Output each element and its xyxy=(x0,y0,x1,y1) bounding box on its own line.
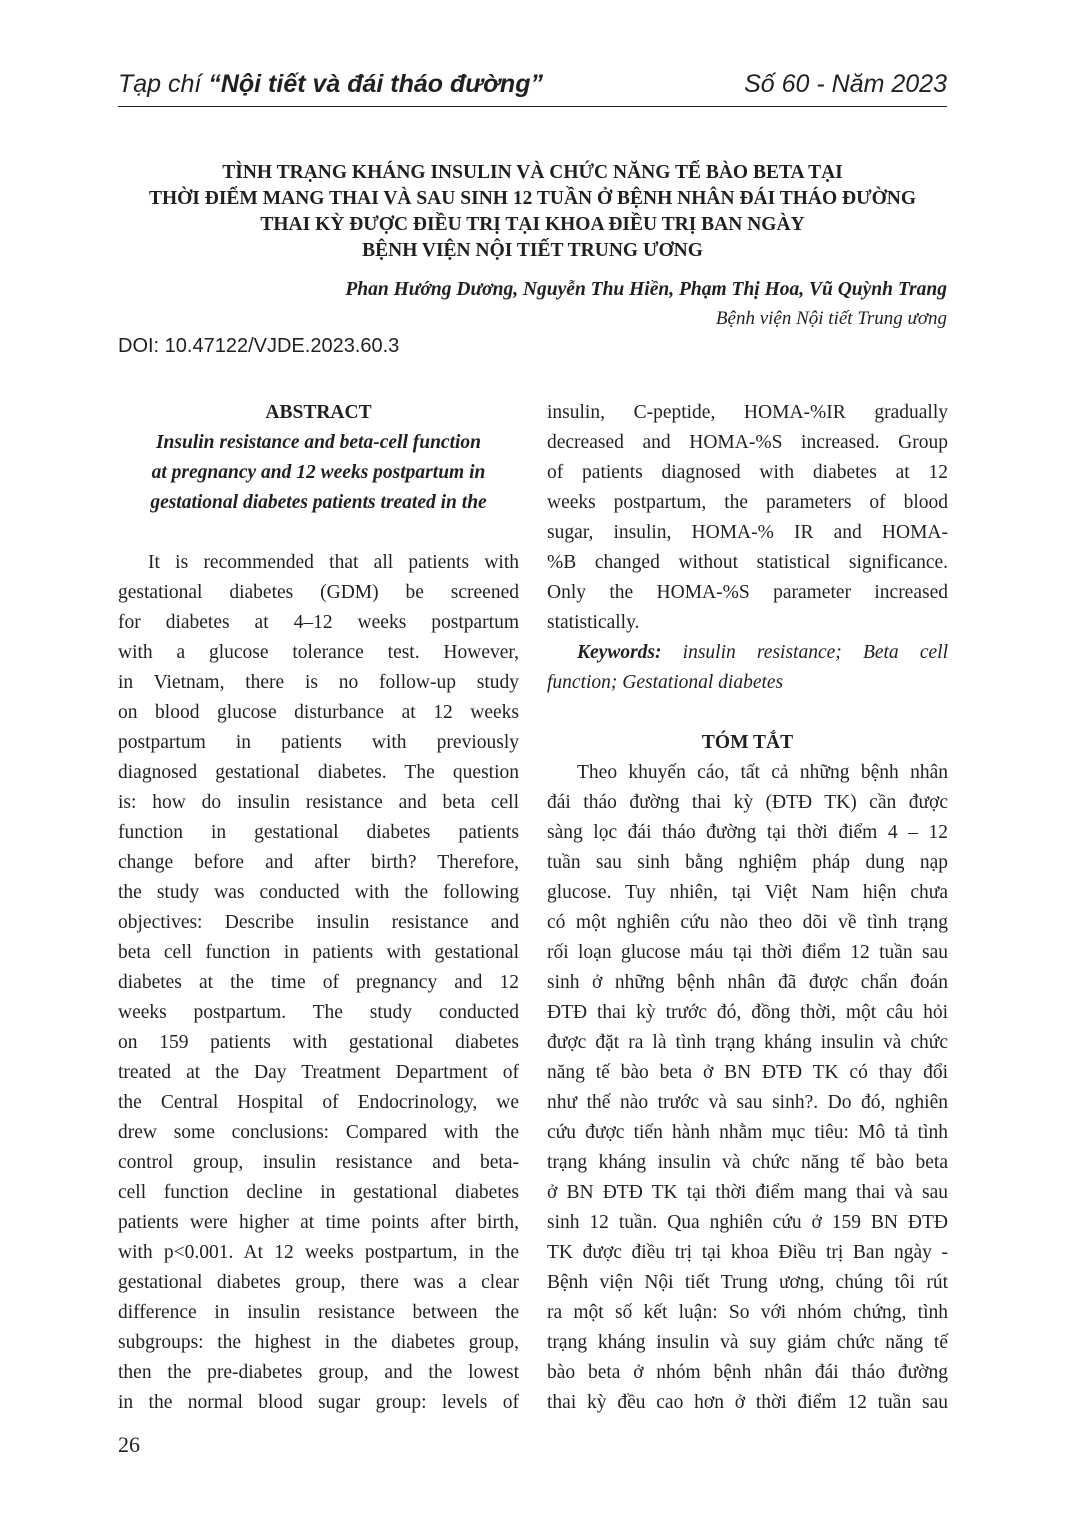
text-line: gestational diabetes (GDM) be screened xyxy=(118,582,519,603)
text-line: insulin, C-peptide, HOMA-%IR gradually xyxy=(547,402,948,423)
text-line: in Vietnam, there is no follow-up study xyxy=(118,672,519,693)
text-line: on 159 patients with gestational diabetes xyxy=(118,1032,519,1053)
text-line: gestational diabetes group, there was a clear xyxy=(118,1272,519,1293)
text-line: sugar, insulin, HOMA-% IR and HOMA- xyxy=(547,522,948,543)
text-line: the Central Hospital of Endocrinology, we xyxy=(118,1092,519,1113)
text-line: It is recommended that all patients with xyxy=(148,552,519,573)
text-line: beta cell function in patients with gestational xyxy=(118,942,519,963)
text-line: cứu được tiến hành nhằm mục tiêu: Mô tả tình xyxy=(547,1122,948,1143)
keywords-label: Keywords: xyxy=(577,642,662,663)
text-line: then the pre-diabetes group, and the lowest xyxy=(118,1362,519,1383)
text-line: of patients diagnosed with diabetes at 12 xyxy=(547,462,948,483)
text-line: cell function decline in gestational diabetes xyxy=(118,1182,519,1203)
text-line: in the normal blood sugar group: levels of xyxy=(118,1392,519,1413)
abstract-subtitle-line: gestational diabetes patients treated in the xyxy=(150,492,487,513)
text-line: the study was conducted with the following xyxy=(118,882,519,903)
text-line: objectives: Describe insulin resistance and xyxy=(118,912,519,933)
summary-heading: TÓM TẮT xyxy=(701,732,794,753)
keywords-line-2: function; Gestational diabetes xyxy=(547,672,784,693)
journal-prefix: Tạp chí xyxy=(118,70,209,98)
text-line: sàng lọc đái tháo đường tại thời điểm 4 – 12 xyxy=(547,822,948,843)
text-line: function in gestational diabetes patients xyxy=(118,822,519,843)
authors: Phan Hướng Dương, Nguyễn Thu Hiền, Phạm Thị Hoa, Vũ Quỳnh Trang xyxy=(345,279,947,300)
text-line: weeks postpartum, the parameters of blood xyxy=(547,492,948,513)
text-line: change before and after birth? Therefore, xyxy=(118,852,519,873)
text-line: ra một số kết luận: So với nhóm chứng, tình xyxy=(547,1302,948,1323)
journal-name xyxy=(118,70,543,99)
abstract-continued xyxy=(547,398,948,638)
summary-body xyxy=(547,758,948,1418)
text-line: thai kỳ đều cao hơn ở thời điểm 12 tuần sau xyxy=(547,1392,948,1413)
text-line: ĐTĐ thai kỳ trước đó, đồng thời, một câu hỏi xyxy=(547,1002,948,1023)
text-line: có một nghiên cứu nào theo dõi về tình trạng xyxy=(547,912,948,933)
text-line: treated at the Day Treatment Department of xyxy=(118,1062,519,1083)
text-line: patients were higher at time points after birth, xyxy=(118,1212,519,1233)
title-line: THAI KỲ ĐƯỢC ĐIỀU TRỊ TẠI KHOA ĐIỀU TRỊ BAN NGÀY xyxy=(260,214,805,235)
header-divider xyxy=(118,106,947,107)
text-line: tuần sau sinh bằng nghiệm pháp dung nạp xyxy=(547,852,948,873)
text-line: for diabetes at 4–12 weeks postpartum xyxy=(118,612,519,633)
spacer xyxy=(547,698,948,728)
text-line: bào beta ở nhóm bệnh nhân đái tháo đường xyxy=(547,1362,948,1383)
text-line: năng tế bào beta ở BN ĐTĐ TK có thay đổi xyxy=(547,1062,948,1083)
text-line: glucose. Tuy nhiên, tại Việt Nam hiện chưa xyxy=(547,882,948,903)
text-line: postpartum in patients with previously xyxy=(118,732,519,753)
text-line: trạng kháng insulin và chức năng tế bào beta xyxy=(547,1152,948,1173)
right-column xyxy=(547,398,948,1418)
text-line: sinh ở những bệnh nhân đã được chẩn đoán xyxy=(547,972,948,993)
journal-title: “Nội tiết và đái tháo đường” xyxy=(208,70,543,98)
text-line: %B changed without statistical significance. xyxy=(547,552,948,573)
title-line: TÌNH TRẠNG KHÁNG INSULIN VÀ CHỨC NĂNG TẾ BÀO BETA TẠI xyxy=(222,162,843,183)
text-line: with a glucose tolerance test. However, xyxy=(118,642,519,663)
text-line: on blood glucose disturbance at 12 weeks xyxy=(118,702,519,723)
text-line: TK được điều trị tại khoa Điều trị Ban ngày - xyxy=(547,1242,948,1263)
text-line: control group, insulin resistance and beta- xyxy=(118,1152,519,1173)
text-line: ở BN ĐTĐ TK tại thời điểm mang thai và sau xyxy=(547,1182,948,1203)
abstract-subtitle-line: Insulin resistance and beta-cell function xyxy=(155,432,482,453)
abstract-body xyxy=(118,548,519,1418)
article-title xyxy=(118,160,947,264)
text-line: diabetes at the time of pregnancy and 12 xyxy=(118,972,519,993)
text-line: decreased and HOMA-%S increased. Group xyxy=(547,432,948,453)
page-number: 26 xyxy=(118,1432,140,1457)
text-line: diagnosed gestational diabetes. The question xyxy=(118,762,519,783)
text-line: rối loạn glucose máu tại thời điểm 12 tuần sau xyxy=(547,942,948,963)
keywords-line xyxy=(547,638,948,668)
text-line: drew some conclusions: Compared with the xyxy=(118,1122,519,1143)
text-line: trạng kháng insulin và suy giảm chức năng tế xyxy=(547,1332,948,1353)
text-line: được đặt ra là tình trạng kháng insulin và chức xyxy=(547,1032,948,1053)
text-line: Theo khuyến cáo, tất cả những bệnh nhân xyxy=(577,762,948,783)
text-line: như thế nào trước và sau sinh?. Do đó, nghiên xyxy=(547,1092,948,1113)
affiliation: Bệnh viện Nội tiết Trung ương xyxy=(715,308,947,329)
text-line: sinh 12 tuần. Qua nghiên cứu ở 159 BN ĐTĐ xyxy=(547,1212,948,1233)
text-line: subgroups: the highest in the diabetes group, xyxy=(118,1332,519,1353)
text-line: statistically. xyxy=(547,612,640,633)
text-line: difference in insulin resistance between the xyxy=(118,1302,519,1323)
issue-number: Số 60 - Năm 2023 xyxy=(744,70,947,98)
abstract-subtitle-line: at pregnancy and 12 weeks postpartum in xyxy=(151,462,486,483)
abstract-heading: ABSTRACT xyxy=(265,402,372,423)
text-line: with p<0.001. At 12 weeks postpartum, in the xyxy=(118,1242,519,1263)
text-line: weeks postpartum. The study conducted xyxy=(118,1002,519,1023)
doi: DOI: 10.47122/VJDE.2023.60.3 xyxy=(118,335,400,357)
text-line: đái tháo đường thai kỳ (ĐTĐ TK) cần được xyxy=(547,792,948,813)
keywords-text: insulin resistance; Beta cell xyxy=(661,642,948,663)
left-column xyxy=(118,398,519,1418)
text-line: is: how do insulin resistance and beta cell xyxy=(118,792,519,813)
title-line: THỜI ĐIỂM MANG THAI VÀ SAU SINH 12 TUẦN Ở BỆNH NHÂN ĐÁI THÁO ĐƯỜNG xyxy=(148,188,917,209)
title-line: BỆNH VIỆN NỘI TIẾT TRUNG ƯƠNG xyxy=(362,240,703,261)
text-line: Bệnh viện Nội tiết Trung ương, chúng tôi rút xyxy=(547,1272,948,1293)
text-line: Only the HOMA-%S parameter increased xyxy=(547,582,948,603)
spacer xyxy=(118,518,519,548)
